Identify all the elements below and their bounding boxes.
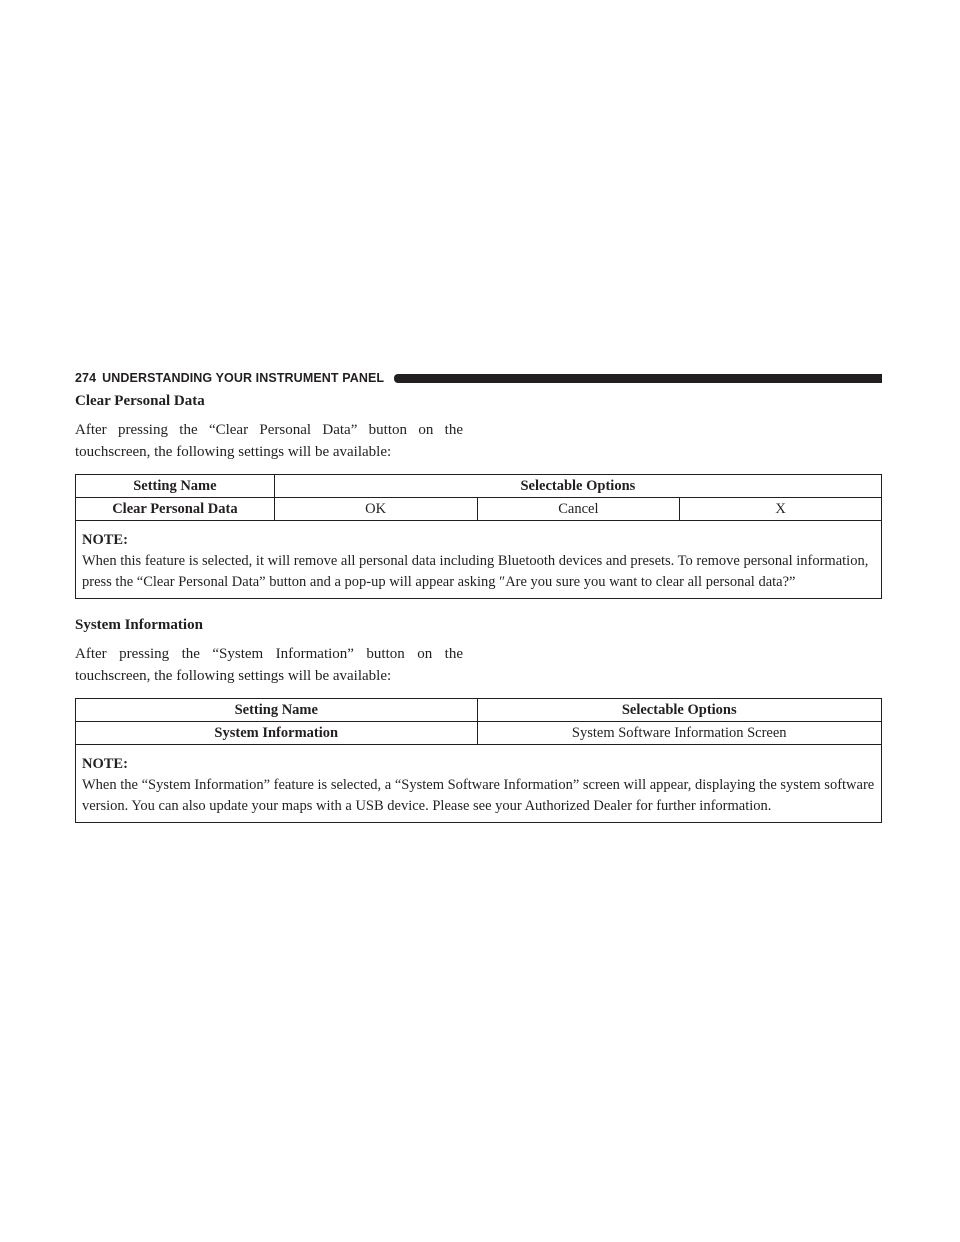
option-x: X [680, 498, 882, 521]
table-row [76, 722, 882, 745]
option-cancel: Cancel [477, 498, 680, 521]
table-row [76, 498, 882, 521]
header-rule [394, 374, 882, 383]
page-number: 274 [75, 371, 97, 385]
section-intro-clear-personal-data: After pressing the “Clear Personal Data” button on the touchscreen, the following settings will be available: [75, 422, 463, 460]
option-system-software-information-screen: System Software Information Screen [477, 722, 882, 745]
table-header-row [76, 475, 882, 498]
settings-table-clear-personal-data [75, 474, 882, 599]
note-text: When the “System Information” feature is selected, a “System Software Information” screen will appear, displaying the system software version. You can also update your maps with a USB device. Please see your Authorized Dealer for further information. [82, 777, 875, 814]
note-cell [76, 521, 882, 599]
setting-name-cell: Clear Personal Data [76, 498, 275, 521]
running-head: UNDERSTANDING YOUR INSTRUMENT PANEL [102, 371, 385, 385]
page-header [75, 370, 882, 386]
table-note-row [76, 745, 882, 823]
column-header-setting-name: Setting Name [76, 475, 275, 498]
section-title-system-information: System Information [75, 617, 203, 633]
table-header-row [76, 699, 882, 722]
table-note-row [76, 521, 882, 599]
section-title-clear-personal-data: Clear Personal Data [75, 393, 205, 409]
section-intro-system-information: After pressing the “System Information” button on the touchscreen, the following settings will be available: [75, 646, 463, 684]
note-label: NOTE: [82, 756, 128, 772]
option-ok: OK [274, 498, 477, 521]
settings-table-system-information [75, 698, 882, 823]
column-header-selectable-options: Selectable Options [477, 699, 882, 722]
note-cell [76, 745, 882, 823]
setting-name-cell: System Information [76, 722, 478, 745]
note-text: When this feature is selected, it will remove all personal data including Bluetooth devices and presets. To remove personal information, press the “Clear Personal Data” button and a pop-up will appear asking ″Are you sure you want to clear all personal data?” [82, 553, 869, 590]
column-header-selectable-options: Selectable Options [274, 475, 881, 498]
column-header-setting-name: Setting Name [76, 699, 478, 722]
note-label: NOTE: [82, 532, 128, 548]
